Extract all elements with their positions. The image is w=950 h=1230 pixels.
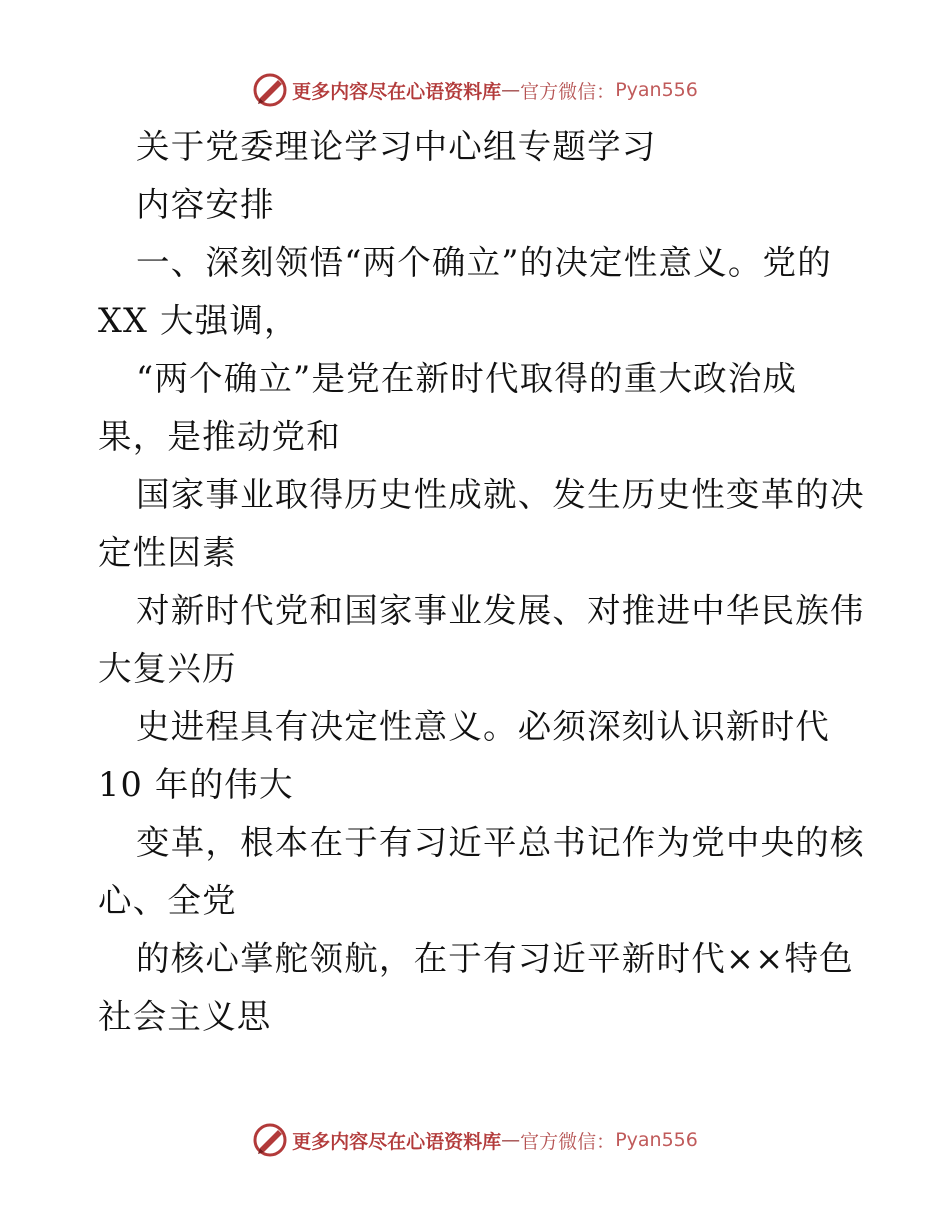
body-line: 的核心掌舵领航，在于有习近平新时代××特色	[136, 939, 854, 978]
watermark-id: Pyan556	[615, 1129, 698, 1151]
body-line: 国家事业取得历史性成就、发生历史性变革的决	[136, 475, 865, 514]
watermark-dash: —	[501, 1129, 521, 1151]
body-line: 心、全党	[98, 881, 237, 920]
body-line: 对新时代党和国家事业发展、对推进中华民族伟	[136, 591, 865, 630]
body-line: 一、深刻领悟“两个确立”的决定性意义。党的	[136, 243, 832, 282]
body-line: 史进程具有决定性意义。必须深刻认识新时代	[136, 707, 830, 746]
body-line: XX 大强调，	[98, 301, 299, 340]
watermark-sub-text: 官方微信：	[520, 1130, 616, 1153]
body-line: 变革，根本在于有习近平总书记作为党中央的核	[136, 823, 865, 862]
body-line: 10 年的伟大	[98, 765, 294, 804]
pen-logo-icon	[252, 1122, 288, 1158]
header-watermark	[0, 68, 950, 112]
body-line: 大复兴历	[98, 649, 237, 688]
body-line: 定性因素	[98, 533, 237, 572]
watermark-main-text: 更多内容尽在心语资料库	[292, 1130, 502, 1153]
watermark-id: Pyan556	[615, 79, 698, 101]
footer-watermark	[0, 1118, 950, 1162]
document-body	[98, 118, 865, 1046]
watermark-dash: —	[501, 79, 521, 101]
body-line: 社会主义思	[98, 997, 272, 1036]
body-line: “两个确立”是党在新时代取得的重大政治成	[136, 359, 798, 398]
pen-logo-icon	[252, 72, 288, 108]
watermark-main-text: 更多内容尽在心语资料库	[292, 80, 502, 103]
body-line: 关于党委理论学习中心组专题学习	[136, 127, 657, 166]
body-line: 内容安排	[136, 185, 275, 224]
body-line: 果，是推动党和	[98, 417, 341, 456]
watermark-sub-text: 官方微信：	[520, 80, 616, 103]
